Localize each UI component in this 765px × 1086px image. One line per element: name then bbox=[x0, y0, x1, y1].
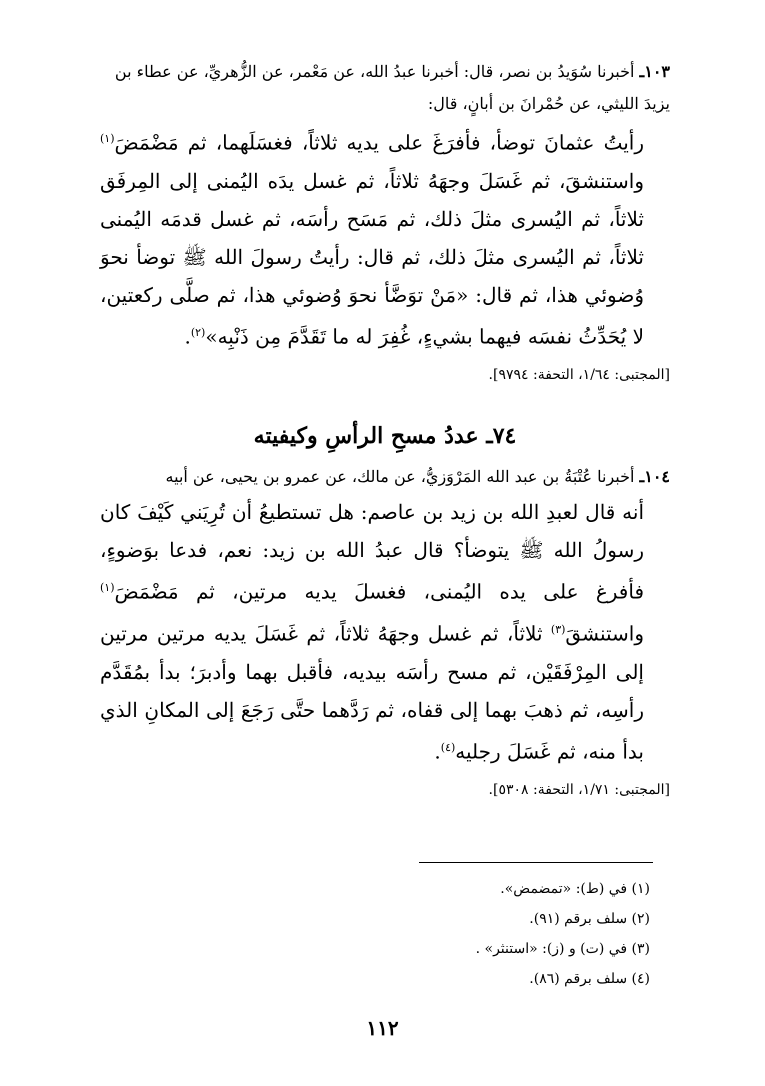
hadith-104-isnad bbox=[100, 461, 670, 493]
hadith-104-number: ١٠٤ـ bbox=[639, 467, 670, 487]
footnote-marker-2: (٢) bbox=[190, 325, 206, 339]
hadith-104-text-part2: واستنشقَ bbox=[565, 621, 644, 646]
hadith-104-end-mark: . bbox=[434, 739, 441, 764]
chapter-heading: ٧٤ـ عددُ مسحِ الرأسِ وكيفيته bbox=[253, 423, 517, 450]
hadith-104-text-part3: ثلاثاً، ثم غسل وجهَهُ ثلاثاً، ثم غَسَلَ يديه مرتين مرتين إلى المِرْفَقَيْن، ثم مسح رأسَه بيديه، فأقبل بهما وأدبرَ؛ بدأ بمُقَدَّم رأسِه، ثم ذهبَ بهما إلى قفاه، ثم رَدَّهما حتَّى رَجَعَ إلى المكانِ الذي بدأ منه، ثم غَسَلَ رجليه bbox=[100, 621, 644, 764]
footnote-item: (١) في (ط): «تمضمض». bbox=[500, 881, 650, 897]
hadith-104-text bbox=[100, 493, 670, 770]
hadith-104-text-part1: أنه قال لعبدِ الله بن زيد بن عاصم: هل تستطيعُ أن تُرِيَني كَيْفَ كان رسولُ الله ﷺ يتوضأ؟ قال عبدُ الله بن زيد: نعم، فدعا بوَضوءٍ، فأفرغ على يده اليُمنى، فغسلَ يديه مرتين، ثم مَضْمَضَ bbox=[100, 500, 644, 604]
hadith-104-isnad-text: أخبرنا عُتْبَةُ بن عبد الله المَرْوَزيُّ، عن مالك، عن عمرو بن يحيى، عن أبيه bbox=[165, 467, 635, 487]
footnote-item: (٢) سلف برقم (٩١). bbox=[529, 911, 650, 927]
footnote-marker-1: (١) bbox=[100, 132, 115, 145]
hadith-103-text-part1: رأيتُ عثمانَ توضأ، فأفرَغَ على يديه ثلاثاً، فغسَلَهما، ثم مَضْمَضَ bbox=[114, 130, 644, 155]
hadith-103-number: ١٠٣ـ bbox=[639, 62, 670, 81]
footnote-item: (٤) سلف برقم (٨٦). bbox=[529, 971, 650, 987]
footnotes bbox=[476, 874, 650, 994]
hadith-103-reference: [المجتبى: ١/٦٤، التحفة: ٩٧٩٤]. bbox=[488, 367, 670, 384]
page-number: ١١٢ bbox=[366, 1016, 399, 1040]
footnote-marker-4: (٤) bbox=[440, 740, 456, 754]
footnote-item: (٣) في (ت) و (ز): «استنثر» . bbox=[475, 941, 650, 957]
footnote-marker-3: (٣) bbox=[550, 622, 566, 636]
hadith-103-text bbox=[100, 120, 670, 355]
hadith-103-isnad bbox=[100, 56, 670, 120]
hadith-103-end-mark: . bbox=[184, 324, 191, 349]
hadith-103-text-part2: واستنشقَ، ثم غَسَلَ وجهَهُ ثلاثاً، ثم غسل يدَه اليُمنى إلى المِرفَق ثلاثاً، ثم اليُسرى مثلَ ذلك، ثم مَسَح رأسَه، ثم غسل قدمَه اليُمنى ثلاثاً، ثم اليُسرى مثلَ ذلك، ثم قال: رأيتُ رسولَ الله ﷺ توضأ نحوَ وُضوئي هذا، ثم قال: «مَنْ توَضَّأ نحوَ وُضوئي هذا، ثم صلَّى ركعتين، لا يُحَدِّثُ نفسَه فيهما بشيءٍ، غُفِرَ له ما تَقَدَّمَ مِن ذَنْبِه» bbox=[100, 168, 644, 349]
footnote-divider bbox=[419, 862, 653, 863]
hadith-104-reference: [المجتبى: ١/٧١، التحفة: ٥٣٠٨]. bbox=[488, 782, 670, 799]
footnote-marker-1b: (١) bbox=[100, 581, 115, 595]
page-content bbox=[100, 56, 670, 802]
hadith-103-isnad-text: أخبرنا سُوَيدُ بن نصر، قال: أخبرنا عبدُ الله، عن مَعْمر، عن الزُّهريِّ، عن عطاء بن يزيدَ الليثي، عن حُمْرانَ بن أبانٍ، قال: bbox=[114, 62, 670, 113]
